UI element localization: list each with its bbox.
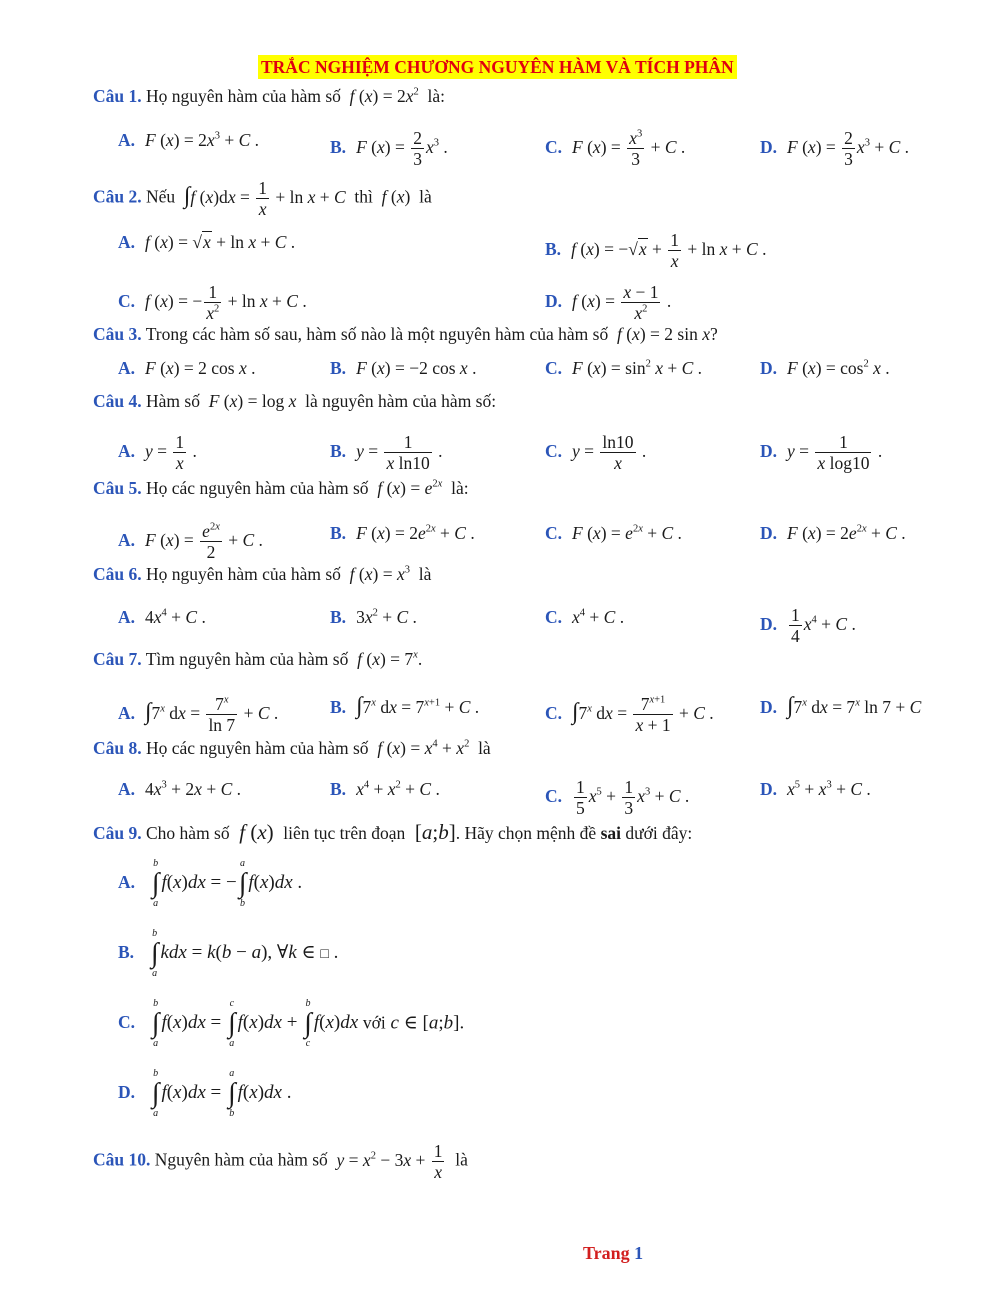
question-text: Hàm số xyxy=(146,391,200,411)
answer-9c[interactable]: C. b ∫ a f(x)dx = c ∫ a f(x)dx + b ∫ c f(x)dx với c ∈ [a;b]. xyxy=(118,998,465,1049)
answer-letter: A. xyxy=(118,232,136,252)
page-footer xyxy=(583,1243,643,1264)
question-emphasis: sai xyxy=(600,823,622,843)
answer-1d[interactable]: D. F (x) = $\frac{2}{3}$ $x^3 + C$ . xyxy=(760,128,909,169)
answer-letter: D. xyxy=(760,779,778,799)
answer-letter: A. xyxy=(118,358,136,378)
answer-letter: A. xyxy=(118,779,136,799)
answer-letter: A. xyxy=(118,872,136,893)
answer-letter: D. xyxy=(760,697,778,717)
question-text-mid: thì xyxy=(354,186,373,207)
answer-7d[interactable]: D. ∫7$^x$ dx = $7^x$ ln 7 + C xyxy=(760,693,922,719)
question-label: Câu 5. xyxy=(93,478,142,498)
answer-letter: A. xyxy=(118,702,136,723)
answer-4b[interactable]: B. y = $\frac{1}{\text{x ln10}}$ . xyxy=(330,432,443,473)
answer-6b[interactable]: B. $3x^2 + C$ . xyxy=(330,607,417,627)
math-expression: ∫f (x)dx = $\frac{1}{x}$ + ln x + C xyxy=(183,178,346,219)
answer-letter: B. xyxy=(330,440,347,461)
answer-letter: D. xyxy=(760,358,778,378)
answer-9b[interactable]: B. b ∫ a kdx = k(b − a), ∀k ∈ □ . xyxy=(118,928,339,979)
footer-label: Trang xyxy=(583,1243,630,1263)
answer-8c[interactable]: C. $\frac{1}{5}$ $x^5$ + $\frac{1}{3}$ $x^3 + C$ . xyxy=(545,777,690,818)
answer-letter: B. xyxy=(330,779,347,799)
page-number: 1 xyxy=(634,1243,644,1263)
answer-5d[interactable]: D. F $(x) = 2e^{2x} + C$ . xyxy=(760,523,906,543)
answer-letter: B. xyxy=(118,942,135,963)
question-2: Câu 2. Nếu ∫f (x)dx = $\frac{1}{x}$ + ln x + C thì f (x) là xyxy=(93,178,432,219)
answer-6c[interactable]: C. $x^4 + C$ . xyxy=(545,607,625,627)
question-label: Câu 4. xyxy=(93,391,142,411)
answer-letter: B. xyxy=(330,523,347,543)
question-text-end: là: xyxy=(451,478,469,498)
answer-text: với xyxy=(362,1012,386,1033)
answer-letter: B. xyxy=(330,607,347,627)
question-text-end: ? xyxy=(709,324,718,344)
question-text-end: là: xyxy=(427,86,445,106)
answer-letter: D. xyxy=(760,523,778,543)
question-text: Cho hàm số xyxy=(146,823,230,843)
answer-7c[interactable]: C. ∫7$^x$ dx = $\frac{7^{x+1}}{x + 1}$ + C . xyxy=(545,694,714,735)
question-text-end: là nguyên hàm của hàm số: xyxy=(305,391,497,411)
answer-3d[interactable]: D. F $(x) = \cos^2 x$ . xyxy=(760,358,890,378)
question-7: Câu 7. Tìm nguyên hàm của hàm số f $(x) = 7^x$. xyxy=(93,649,423,669)
answer-9a[interactable]: A. b ∫ a f(x)dx = − a ∫ b f(x)dx . xyxy=(118,858,303,909)
answer-letter: A. xyxy=(118,130,136,150)
question-text: Họ nguyên hàm của hàm số xyxy=(146,86,341,106)
math-expression: f $(x) = 2x^2$ xyxy=(349,86,419,106)
answer-letter: A. xyxy=(118,607,136,627)
answer-letter: D. xyxy=(760,613,778,634)
question-10: Câu 10. Nguyên hàm của hàm số $y = x^2 - 3x$ + $\frac{1}{x}$ là xyxy=(93,1141,468,1182)
question-5: Câu 5. Họ các nguyên hàm của hàm số f $(x) = e^{2x}$ là: xyxy=(93,478,469,498)
answer-1b[interactable]: B. F (x) = $\frac{2}{3}$ $x^3$ . xyxy=(330,128,448,169)
page-title: TRẮC NGHIỆM CHƯƠNG NGUYÊN HÀM VÀ TÍCH PHÂN xyxy=(258,55,737,79)
answer-letter: C. xyxy=(545,358,563,378)
question-label: Câu 10. xyxy=(93,1149,151,1170)
question-text: Trong các hàm số sau, hàm số nào là một nguyên hàm của hàm số xyxy=(145,324,609,344)
question-text-end: . Hãy chọn mệnh đề xyxy=(455,823,597,843)
answer-letter: D. xyxy=(760,440,778,461)
answer-letter: C. xyxy=(118,290,136,311)
answer-letter: B. xyxy=(545,238,562,259)
answer-letter: C. xyxy=(545,702,563,723)
answer-5c[interactable]: C. F $(x) = e^{2x} + C$ . xyxy=(545,523,682,543)
question-text: Tìm nguyên hàm của hàm số xyxy=(145,649,349,669)
answer-2d[interactable]: D. f (x) = $\frac{x - 1}{x^2}$ . xyxy=(545,282,672,323)
answer-letter: B. xyxy=(330,697,347,717)
answer-6d[interactable]: D. $\frac{1}{4}$ $x^4 + C$ . xyxy=(760,605,856,646)
question-text: Nguyên hàm của hàm số xyxy=(154,1149,328,1170)
answer-1c[interactable]: C. F (x) = $\frac{x^3}{3}$ + C . xyxy=(545,128,686,169)
answer-8b[interactable]: B. $x^4 + x^2 + C$ . xyxy=(330,779,440,799)
answer-letter: D. xyxy=(118,1082,136,1103)
question-text: Họ các nguyên hàm của hàm số xyxy=(146,478,369,498)
question-text-mid: liên tục trên đoạn xyxy=(283,823,406,843)
question-text-end: là xyxy=(418,564,432,584)
question-text-tail: dưới đây: xyxy=(625,823,693,843)
answer-3c[interactable]: C. F $(x) = \sin^2 x + C$ . xyxy=(545,358,703,378)
question-label: Câu 8. xyxy=(93,738,142,758)
question-label: Câu 9. xyxy=(93,823,142,843)
answer-letter: C. xyxy=(118,1012,136,1033)
answer-letter: D. xyxy=(545,290,563,311)
question-4: Câu 4. Hàm số F (x) = log x là nguyên hàm của hàm số: xyxy=(93,391,497,411)
answer-3b[interactable]: B. F (x) = −2 cos x . xyxy=(330,358,477,378)
answer-1a[interactable]: A. F $(x) = 2x^3 + C$ . xyxy=(118,130,259,150)
answer-3a[interactable]: A. F (x) = 2 cos x . xyxy=(118,358,256,378)
answer-letter: D. xyxy=(760,136,778,157)
question-text-end: là xyxy=(478,738,491,758)
question-8: Câu 8. Họ các nguyên hàm của hàm số f $(x) = x^4 + x^2$ là xyxy=(93,738,491,758)
question-label: Câu 2. xyxy=(93,186,142,207)
answer-2c[interactable]: C. f (x) = − $\frac{1}{x^2}$ + ln x + C . xyxy=(118,282,307,323)
answer-2a[interactable]: A. f (x) = √x + ln x + C . xyxy=(118,232,296,252)
question-6: Câu 6. Họ nguyên hàm của hàm số f $(x) = x^3$ là xyxy=(93,564,432,584)
answer-6a[interactable]: A. $4x^4 + C$ . xyxy=(118,607,206,627)
question-text: Họ nguyên hàm của hàm số xyxy=(146,564,341,584)
answer-2b[interactable]: B. f (x) = −√x + $\frac{1}{x}$ + ln x + C . xyxy=(545,230,767,271)
answer-7a[interactable]: A. ∫7$^x$ dx = $\frac{7^x}{\ln 7}$ + C . xyxy=(118,694,279,735)
answer-letter: C. xyxy=(545,785,563,806)
question-text-end: . xyxy=(417,649,423,669)
answer-7b[interactable]: B. ∫7$^x$ dx = $7^{x+1} + C$ . xyxy=(330,693,480,719)
answer-letter: B. xyxy=(330,136,347,157)
answer-8a[interactable]: A. $4x^3 + 2x + C$ . xyxy=(118,779,242,799)
answer-5b[interactable]: B. F $(x) = 2e^{2x} + C$ . xyxy=(330,523,475,543)
answer-letter: C. xyxy=(545,607,563,627)
answer-4c[interactable]: C. y = $\frac{\ln 10}{x}$ . xyxy=(545,432,647,473)
question-label: Câu 3. xyxy=(93,324,142,344)
answer-8d[interactable]: D. $x^5 + x^3 + C$ . xyxy=(760,779,871,799)
answer-5a[interactable]: A. F (x) = $\frac{e^{2x}}{2}$ + C . xyxy=(118,521,263,562)
answer-letter: C. xyxy=(545,136,563,157)
question-text-end: là xyxy=(455,1149,468,1170)
question-text-end: là xyxy=(419,186,432,207)
answer-4d[interactable]: D. y = $\frac{1}{\text{x log10}}$ . xyxy=(760,432,883,473)
answer-9d[interactable]: D. b ∫ a f(x)dx = a ∫ b f(x)dx . xyxy=(118,1068,292,1119)
answer-4a[interactable]: A. y = $\frac{1}{x}$ . xyxy=(118,432,197,473)
answer-letter: A. xyxy=(118,440,136,461)
answer-letter: A. xyxy=(118,529,136,550)
question-label: Câu 6. xyxy=(93,564,142,584)
question-3: Câu 3. Trong các hàm số sau, hàm số nào là một nguyên hàm của hàm số f (x) = 2 sin x? xyxy=(93,324,718,344)
question-label: Câu 1. xyxy=(93,86,142,106)
answer-letter: C. xyxy=(545,440,563,461)
answer-letter: B. xyxy=(330,358,347,378)
question-9: Câu 9. Cho hàm số f (x) liên tục trên đoạn [a;b]. Hãy chọn mệnh đề sai dưới đây: xyxy=(93,820,693,844)
question-label: Câu 7. xyxy=(93,649,142,669)
question-text: Họ các nguyên hàm của hàm số xyxy=(146,738,369,758)
question-text: Nếu xyxy=(146,186,176,207)
question-1 xyxy=(93,84,445,108)
answer-letter: C. xyxy=(545,523,563,543)
